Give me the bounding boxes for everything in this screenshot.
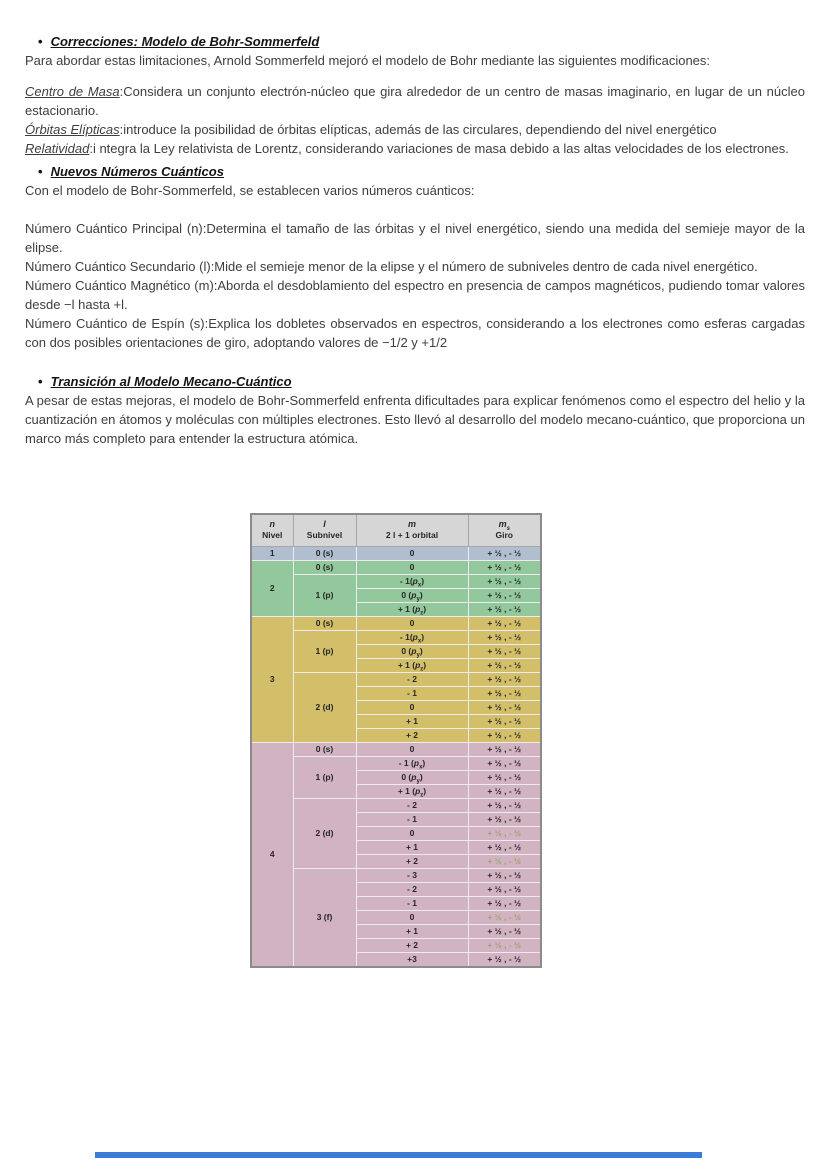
orbital-cell: 0 $(p_y)$ bbox=[356, 588, 468, 602]
term-centro-de-masa: Centro de Masa bbox=[25, 84, 120, 99]
subnivel-cell: 3 (f) bbox=[293, 868, 356, 967]
orbital-cell: - 3 bbox=[356, 868, 468, 882]
table-row bbox=[251, 742, 541, 756]
orbital-cell: - 1 bbox=[356, 686, 468, 700]
heading-transicion bbox=[25, 372, 805, 391]
spin-cell: + ½ , - ½ bbox=[468, 742, 541, 756]
term-orbitas-elipticas: Órbitas Elípticas bbox=[25, 122, 120, 137]
spin-cell: + ½ , - ½ bbox=[468, 854, 541, 868]
orbital-cell: +3 bbox=[356, 952, 468, 967]
spin-cell: + ½ , - ½ bbox=[468, 714, 541, 728]
paragraph-centro-de-masa bbox=[25, 82, 805, 120]
subnivel-cell: 1 (p) bbox=[293, 756, 356, 798]
paragraph-numero-espin: Número Cuántico de Espín (s):Explica los dobletes observados en espectros, considerando a los electrones como esferas cargadas con dos posibles orientaciones de giro, adoptando valores de −1/2 y +1/2 bbox=[25, 316, 805, 350]
table-header-cell: m 2 l + 1 orbital bbox=[356, 514, 468, 546]
orbital-cell: + 1 $(p_z)$ bbox=[356, 784, 468, 798]
table-header-cell: l Subnivel bbox=[293, 514, 356, 546]
table-row bbox=[251, 798, 541, 812]
orbital-cell: + 1 bbox=[356, 714, 468, 728]
table-row bbox=[251, 546, 541, 560]
paragraph-intro: Para abordar estas limitaciones, Arnold Sommerfeld mejoró el modelo de Bohr mediante las siguientes modificaciones: bbox=[25, 53, 711, 68]
orbital-cell: + 1 bbox=[356, 840, 468, 854]
spin-cell: + ½ , - ½ bbox=[468, 910, 541, 924]
paragraph-transicion: A pesar de estas mejoras, el modelo de Bohr-Sommerfeld enfrenta dificultades para explicar fenómenos como el espectro del helio y la cuantización en átomos y moléculas con múltiples electrones. Esto llevó al desarrollo del modelo mecano-cuántico, que proporciona un marco más completo para entender la estructura atómica. bbox=[25, 393, 805, 446]
spin-cell: + ½ , - ½ bbox=[468, 700, 541, 714]
subnivel-cell: 2 (d) bbox=[293, 672, 356, 742]
paragraph-orbitas-elipticas bbox=[25, 120, 805, 139]
spin-cell: + ½ , - ½ bbox=[468, 616, 541, 630]
orbital-cell: 0 bbox=[356, 700, 468, 714]
bullet-icon: • bbox=[38, 34, 43, 49]
table-row bbox=[251, 560, 541, 574]
subnivel-cell: 2 (d) bbox=[293, 798, 356, 868]
term-relatividad: Relatividad bbox=[25, 141, 90, 156]
table-row bbox=[251, 616, 541, 630]
quantum-table-head bbox=[251, 514, 541, 546]
orbital-cell: + 2 bbox=[356, 938, 468, 952]
orbital-cell: - 2 bbox=[356, 672, 468, 686]
quantum-table-body bbox=[251, 546, 541, 967]
orbital-cell: 0 bbox=[356, 616, 468, 630]
table-header-row bbox=[251, 514, 541, 546]
heading-correcciones bbox=[25, 32, 805, 51]
orbital-cell: + 1 $(p_z)$ bbox=[356, 602, 468, 616]
spin-cell: + ½ , - ½ bbox=[468, 574, 541, 588]
orbital-cell: 0 bbox=[356, 826, 468, 840]
paragraph-numero-principal: Número Cuántico Principal (n):Determina el tamaño de las órbitas y el nivel energético, siendo una medida del semieje mayor de la elipse. bbox=[25, 221, 805, 255]
selection-highlight-bar bbox=[95, 1152, 702, 1158]
paragraph-numero-secundario: Número Cuántico Secundario (l):Mide el semieje menor de la elipse y el número de subniveles dentro de cada nivel energético. bbox=[25, 259, 758, 274]
spin-cell: + ½ , - ½ bbox=[468, 868, 541, 882]
subnivel-cell: 0 (s) bbox=[293, 616, 356, 630]
table-row bbox=[251, 672, 541, 686]
orbital-cell: - $1(p_x)$ bbox=[356, 574, 468, 588]
paragraph-con-el-modelo: Con el modelo de Bohr-Sommerfeld, se establecen varios números cuánticos: bbox=[25, 183, 475, 198]
table-row bbox=[251, 868, 541, 882]
orbital-cell: - 2 bbox=[356, 882, 468, 896]
term-relatividad-text: :i ntegra la Ley relativista de Lorentz, considerando variaciones de masa debido a las altas velocidades de los electrones. bbox=[89, 141, 789, 156]
spin-cell: + ½ , - ½ bbox=[468, 812, 541, 826]
nivel-cell: 3 bbox=[251, 616, 293, 742]
subnivel-cell: 0 (s) bbox=[293, 546, 356, 560]
spin-cell: + ½ , - ½ bbox=[468, 938, 541, 952]
subnivel-cell: 1 (p) bbox=[293, 574, 356, 616]
spin-cell: + ½ , - ½ bbox=[468, 882, 541, 896]
spin-cell: + ½ , - ½ bbox=[468, 756, 541, 770]
term-orbitas-elipticas-text: :introduce la posibilidad de órbitas elípticas, además de las circulares, dependiendo del nivel energético bbox=[119, 122, 717, 137]
orbital-cell: - 1 bbox=[356, 896, 468, 910]
orbital-cell: 0 $(p_y)$ bbox=[356, 644, 468, 658]
nivel-cell: 1 bbox=[251, 546, 293, 560]
orbital-cell: - 2 bbox=[356, 798, 468, 812]
orbital-cell: 0 bbox=[356, 742, 468, 756]
spin-cell: + ½ , - ½ bbox=[468, 546, 541, 560]
heading-nuevos-numeros-label: Nuevos Números Cuánticos bbox=[50, 164, 224, 179]
orbital-cell: 0 bbox=[356, 546, 468, 560]
nivel-cell: 4 bbox=[251, 742, 293, 967]
spin-cell: + ½ , - ½ bbox=[468, 952, 541, 967]
bullet-icon: • bbox=[38, 374, 43, 389]
spin-cell: + ½ , - ½ bbox=[468, 770, 541, 784]
spin-cell: + ½ , - ½ bbox=[468, 728, 541, 742]
orbital-cell: 0 $(p_y)$ bbox=[356, 770, 468, 784]
orbital-cell: + 2 bbox=[356, 854, 468, 868]
paragraph-relatividad bbox=[25, 139, 805, 158]
orbital-cell: + 1 $(p_z)$ bbox=[356, 658, 468, 672]
spin-cell: + ½ , - ½ bbox=[468, 784, 541, 798]
bullet-icon: • bbox=[38, 164, 43, 179]
spin-cell: + ½ , - ½ bbox=[468, 602, 541, 616]
orbital-cell: 0 bbox=[356, 560, 468, 574]
spin-cell: + ½ , - ½ bbox=[468, 630, 541, 644]
table-header-cell: n Nivel bbox=[251, 514, 293, 546]
spin-cell: + ½ , - ½ bbox=[468, 686, 541, 700]
table-row bbox=[251, 756, 541, 770]
table-row bbox=[251, 574, 541, 588]
nivel-cell: 2 bbox=[251, 560, 293, 616]
spin-cell: + ½ , - ½ bbox=[468, 588, 541, 602]
orbital-cell: + 2 bbox=[356, 728, 468, 742]
spin-cell: + ½ , - ½ bbox=[468, 672, 541, 686]
spin-cell: + ½ , - ½ bbox=[468, 826, 541, 840]
spin-cell: + ½ , - ½ bbox=[468, 840, 541, 854]
spin-cell: + ½ , - ½ bbox=[468, 896, 541, 910]
table-header-cell: $m_s$ Giro bbox=[468, 514, 541, 546]
orbital-cell: 0 bbox=[356, 910, 468, 924]
spin-cell: + ½ , - ½ bbox=[468, 798, 541, 812]
heading-nuevos-numeros bbox=[25, 162, 805, 181]
spin-cell: + ½ , - ½ bbox=[468, 644, 541, 658]
orbital-cell: - 1 bbox=[356, 812, 468, 826]
orbital-cell: + 1 bbox=[356, 924, 468, 938]
subnivel-cell: 1 (p) bbox=[293, 630, 356, 672]
term-centro-de-masa-text: :Considera un conjunto electrón-núcleo que gira alrededor de un centro de masas imaginario, en lugar de un núcleo estacionario. bbox=[25, 84, 805, 118]
subnivel-cell: 0 (s) bbox=[293, 560, 356, 574]
heading-correcciones-label: Correcciones: Modelo de Bohr-Sommerfeld bbox=[50, 34, 320, 49]
heading-transicion-label: Transición al Modelo Mecano-Cuántico bbox=[50, 374, 292, 389]
quantum-numbers-table bbox=[250, 513, 542, 968]
spin-cell: + ½ , - ½ bbox=[468, 658, 541, 672]
paragraph-numero-magnetico: Número Cuántico Magnético (m):Aborda el desdoblamiento del espectro en presencia de campos magnéticos, pudiendo tomar valores desde −l hasta +l. bbox=[25, 278, 805, 312]
spin-cell: + ½ , - ½ bbox=[468, 924, 541, 938]
spin-cell: + ½ , - ½ bbox=[468, 560, 541, 574]
orbital-cell: - 1 $(p_x)$ bbox=[356, 756, 468, 770]
orbital-cell: - $1(p_x)$ bbox=[356, 630, 468, 644]
subnivel-cell: 0 (s) bbox=[293, 742, 356, 756]
table-row bbox=[251, 630, 541, 644]
